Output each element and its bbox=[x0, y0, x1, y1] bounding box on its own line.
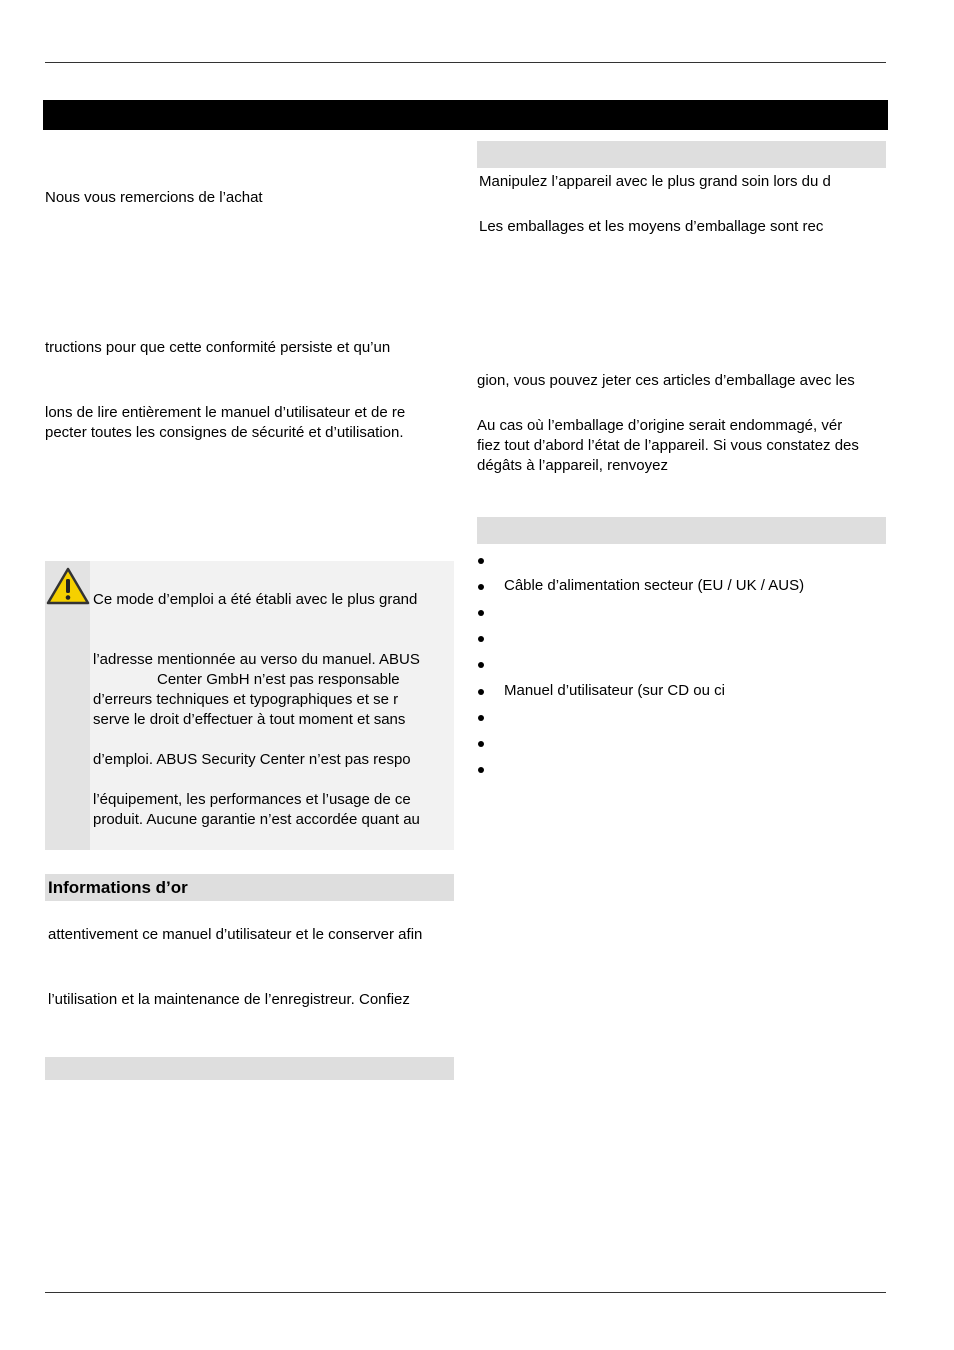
warning-line-1: Ce mode d’emploi a été établi avec le plus grand bbox=[93, 591, 418, 608]
manual-read-text-2: pecter toutes les consignes de sécurité et d’utilisation. bbox=[45, 424, 404, 441]
warning-line-3: Center GmbH n’est pas responsable bbox=[157, 671, 400, 688]
warning-line-5: serve le droit d’effectuer à tout moment et sans bbox=[93, 711, 406, 728]
intro-text: Nous vous remercions de l’achat bbox=[45, 189, 263, 206]
info-heading: Informations d’or bbox=[48, 878, 188, 897]
list-bullet bbox=[478, 715, 484, 721]
footer-rule bbox=[45, 1292, 886, 1293]
list-bullet bbox=[478, 689, 484, 695]
warning-line-4: d’erreurs techniques et typographiques et se r bbox=[93, 691, 399, 708]
list-item-user-manual: Manuel d’utilisateur (sur CD ou ci bbox=[504, 682, 725, 699]
header-rule bbox=[45, 62, 886, 63]
handling-line-4: Au cas où l’emballage d’origine serait endommagé, vér bbox=[477, 417, 843, 434]
list-bullet bbox=[478, 610, 484, 616]
list-bullet bbox=[478, 662, 484, 668]
info-line-2: l’utilisation et la maintenance de l’enregistreur. Confiez bbox=[48, 991, 410, 1008]
conformity-text: tructions pour que cette conformité persiste et qu’un bbox=[45, 339, 391, 356]
section-bar-right-1 bbox=[477, 141, 886, 168]
warning-line-2: l’adresse mentionnée au verso du manuel. ABUS bbox=[93, 651, 420, 668]
handling-line-3: gion, vous pouvez jeter ces articles d’emballage avec les bbox=[477, 372, 855, 389]
warning-line-7: l’équipement, les performances et l’usage de ce bbox=[93, 791, 411, 808]
info-line-1: attentivement ce manuel d’utilisateur et le conserver afin bbox=[48, 926, 423, 943]
title-bar bbox=[43, 100, 888, 130]
handling-line-2: Les emballages et les moyens d’emballage sont rec bbox=[479, 218, 824, 235]
list-bullet bbox=[478, 767, 484, 773]
warning-line-6: d’emploi. ABUS Security Center n’est pas respo bbox=[93, 751, 411, 768]
section-bar-left-empty bbox=[45, 1057, 454, 1080]
list-bullet bbox=[478, 584, 484, 590]
section-bar-right-2 bbox=[477, 517, 886, 544]
list-item-power-cable: Câble d’alimentation secteur (EU / UK / AUS) bbox=[504, 577, 805, 594]
manual-read-text-1: lons de lire entièrement le manuel d’utilisateur et de re bbox=[45, 404, 406, 421]
handling-line-6: dégâts à l’appareil, renvoyez bbox=[477, 457, 668, 474]
list-bullet bbox=[478, 636, 484, 642]
handling-line-1: Manipulez l’appareil avec le plus grand soin lors du d bbox=[479, 173, 831, 190]
list-bullet bbox=[478, 741, 484, 747]
list-bullet bbox=[478, 558, 484, 564]
warning-triangle-icon bbox=[46, 566, 90, 606]
handling-line-5: fiez tout d’abord l’état de l’appareil. Si vous constatez des bbox=[477, 437, 859, 454]
warning-line-8: produit. Aucune garantie n’est accordée quant au bbox=[93, 811, 420, 828]
